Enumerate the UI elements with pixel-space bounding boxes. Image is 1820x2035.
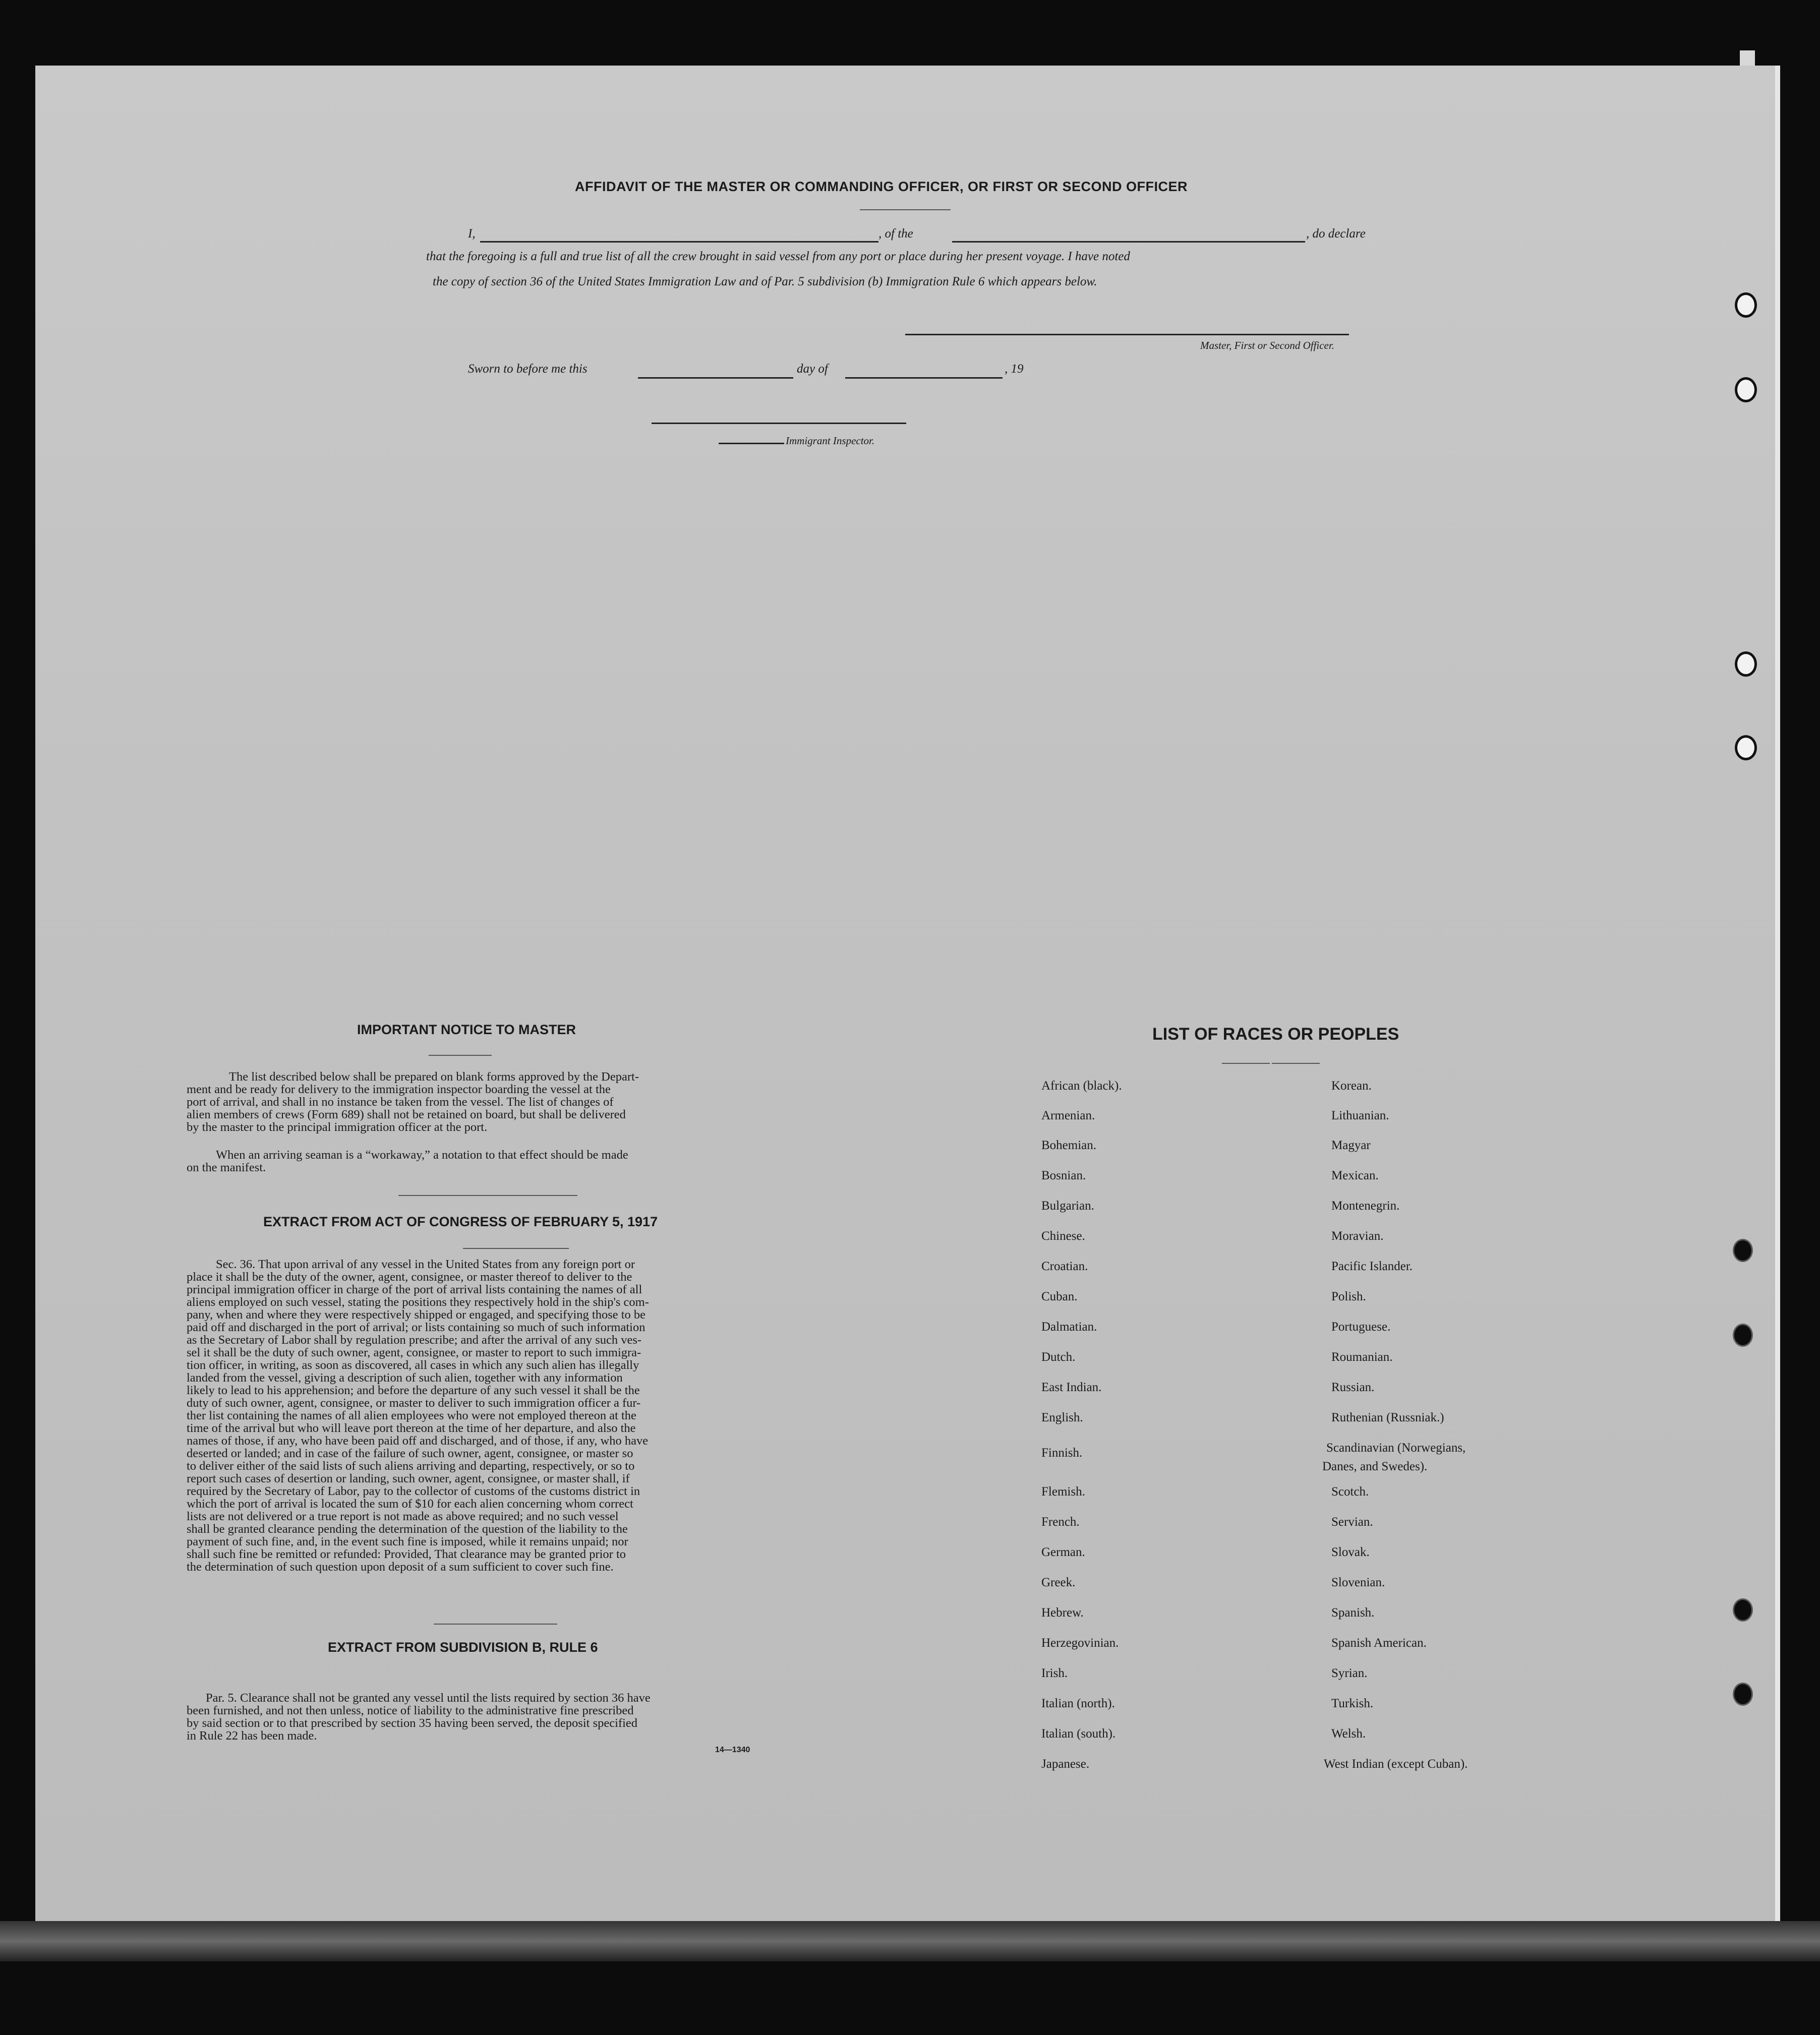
race-item: Roumanian.	[1331, 1350, 1393, 1364]
form-page	[35, 66, 1780, 1921]
rule-6-line: by said section or to that prescribed by section 35 having been served, the deposit specified	[187, 1716, 637, 1730]
race-item: Turkish.	[1331, 1697, 1374, 1710]
race-item: Moravian.	[1331, 1229, 1384, 1243]
rule-6-line: been furnished, and not then unless, notice of liability to the administrative fine prescribed	[187, 1704, 634, 1717]
race-item: Japanese.	[1041, 1757, 1090, 1771]
section-36-text	[187, 1258, 772, 1573]
race-item: Russian.	[1331, 1381, 1375, 1394]
race-item: Hebrew.	[1041, 1606, 1084, 1620]
race-item: East Indian.	[1041, 1381, 1102, 1394]
race-item: Armenian.	[1041, 1109, 1095, 1122]
race-item: Lithuanian.	[1331, 1109, 1389, 1122]
race-item: Polish.	[1331, 1290, 1366, 1303]
bottom-scan-edge	[0, 1921, 1820, 1961]
section-36-line: to deliver either of the said lists of such aliens arriving and departing, respectively, or so to	[187, 1459, 635, 1473]
master-signature-line[interactable]	[905, 334, 1349, 335]
notice-line: The list described below shall be prepared on blank forms approved by the Depart-	[229, 1070, 639, 1084]
sworn-month-blank[interactable]	[845, 377, 1003, 379]
section-36-line: deserted or landed; and in case of the failure of such owner, agent, consignee, or master so	[187, 1447, 633, 1460]
section-36-line: Sec. 36. That upon arrival of any vessel in the United States from any foreign port or	[216, 1258, 635, 1271]
affidavit-of-the: , of the	[878, 227, 913, 241]
section-36-line: names of those, if any, who have been paid off and discharged, and of those, if any, who have	[187, 1434, 649, 1448]
notice-line: port of arrival, and shall in no instance be taken from the vessel. The list of changes of	[187, 1095, 614, 1109]
extract-act-title: EXTRACT FROM ACT OF CONGRESS OF FEBRUARY 5, 1917	[263, 1214, 658, 1229]
punch-hole	[1733, 1239, 1753, 1262]
punch-hole	[1735, 735, 1757, 760]
race-item: Scotch.	[1331, 1485, 1369, 1499]
punch-hole	[1733, 1683, 1753, 1706]
section-36-line: aliens employed on such vessel, stating the positions they respectively hold in the ship's com-	[187, 1295, 649, 1309]
race-item: Portuguese.	[1331, 1320, 1391, 1334]
notice-divider	[429, 1055, 492, 1056]
section-36-line: place it shall be the duty of the owner, agent, consignee, or master thereof to deliver to the	[187, 1270, 632, 1284]
race-item: Mexican.	[1331, 1169, 1379, 1182]
section-36-line: the determination of such question upon deposit of a sum sufficient to cover such fine.	[187, 1560, 614, 1574]
races-divider	[1222, 1063, 1270, 1064]
race-item: Korean.	[1331, 1079, 1372, 1093]
year-prefix: , 19	[1005, 362, 1024, 376]
section-36-line: time of the arrival but who will leave port thereon at the time of her departure, and also the	[187, 1421, 636, 1435]
notice-paragraph	[187, 1070, 772, 1133]
race-item: Cuban.	[1041, 1290, 1078, 1303]
race-item: Spanish American.	[1331, 1636, 1427, 1650]
race-item: Pacific Islander.	[1331, 1260, 1413, 1273]
section-36-line: tion officer, in writing, as soon as discovered, all cases in which any such alien has illegally	[187, 1358, 639, 1372]
race-item: Italian (south).	[1041, 1727, 1116, 1741]
section-36-line: pany, when and where they were respectively shipped or engaged, and specifying those to be	[187, 1308, 646, 1322]
race-item: Italian (north).	[1041, 1697, 1115, 1710]
race-item: Montenegrin.	[1331, 1199, 1400, 1213]
name-blank-line[interactable]	[480, 241, 878, 243]
race-item: Finnish.	[1041, 1446, 1083, 1460]
section-divider	[434, 1624, 557, 1625]
punch-hole	[1733, 1598, 1753, 1622]
extract-rule-title: EXTRACT FROM SUBDIVISION B, RULE 6	[328, 1640, 598, 1655]
race-item: Herzegovinian.	[1041, 1636, 1119, 1650]
race-item: Bosnian.	[1041, 1169, 1086, 1182]
declaration-line-2: that the foregoing is a full and true list of all the crew brought in said vessel from any port or place during her present voyage. I have noted	[426, 250, 1130, 263]
section-36-line: principal immigration officer in charge of the port of arrival lists containing the names of all	[187, 1283, 642, 1296]
affidavit-do-declare: , do declare	[1306, 227, 1366, 241]
race-item: Servian.	[1331, 1515, 1373, 1529]
notice-line: by the master to the principal immigration officer at the port.	[187, 1120, 488, 1134]
races-title: LIST OF RACES OR PEOPLES	[1152, 1025, 1399, 1044]
form-number: 14—1340	[715, 1746, 750, 1754]
race-item: Bulgarian.	[1041, 1199, 1094, 1213]
section-36-line: paid off and discharged in the port of arrival; or lists containing so much of such information	[187, 1321, 645, 1334]
rule-6-line: Par. 5. Clearance shall not be granted any vessel until the lists required by section 36 have	[206, 1691, 651, 1705]
section-36-line: sel it shall be the duty of such owner, agent, consignee, or master to report to such immigra-	[187, 1346, 641, 1359]
affidavit-i-label: I,	[468, 227, 476, 241]
notice-line: alien members of crews (Form 689) shall not be retained on board, but shall be delivered	[187, 1108, 626, 1121]
section-36-line: shall be granted clearance pending the determination of the question of the liability to the	[187, 1522, 628, 1536]
race-item: Spanish.	[1331, 1606, 1375, 1620]
race-item: Magyar	[1331, 1139, 1371, 1152]
title-divider	[860, 209, 951, 210]
notice-line: ment and be ready for delivery to the immigration inspector boarding the vessel at the	[187, 1083, 611, 1096]
race-item: Scandinavian (Norwegians,	[1326, 1441, 1466, 1455]
vessel-blank-line[interactable]	[952, 241, 1305, 243]
punch-hole	[1735, 292, 1757, 318]
race-item-continuation: Danes, and Swedes).	[1322, 1460, 1428, 1473]
race-item: West Indian (except Cuban).	[1324, 1757, 1468, 1771]
race-item: Syrian.	[1331, 1666, 1368, 1680]
section-36-line: as the Secretary of Labor shall by regulation prescribe; and after the arrival of any such ves-	[187, 1333, 642, 1347]
race-item: Chinese.	[1041, 1229, 1085, 1243]
section-36-line: ther list containing the names of all alien employees who were not employed thereon at the	[187, 1409, 636, 1422]
race-item: Greek.	[1041, 1576, 1076, 1589]
race-item: English.	[1041, 1411, 1083, 1424]
race-item: Irish.	[1041, 1666, 1068, 1680]
race-item: Bohemian.	[1041, 1139, 1097, 1152]
section-36-line: landed from the vessel, giving a description of such alien, together with any information	[187, 1371, 623, 1385]
race-item: Slovak.	[1331, 1545, 1370, 1559]
rule-6-line: in Rule 22 has been made.	[187, 1729, 317, 1743]
races-divider	[1272, 1063, 1320, 1064]
master-signature-label: Master, First or Second Officer.	[1200, 339, 1334, 351]
sworn-day-blank[interactable]	[638, 377, 793, 379]
race-item: German.	[1041, 1545, 1085, 1559]
declaration-line-3: the copy of section 36 of the United States Immigration Law and of Par. 5 subdivision (b) Immigration Rule 6 which appears below.	[433, 275, 1097, 288]
section-36-line: shall such fine be remitted or refunded: Provided, That clearance may be granted prior to	[187, 1547, 626, 1561]
workaway-line: on the manifest.	[187, 1161, 266, 1174]
race-item: Flemish.	[1041, 1485, 1085, 1499]
extract-act-divider	[463, 1248, 569, 1249]
workaway-line: When an arriving seaman is a “workaway,” a notation to that effect should be made	[216, 1148, 628, 1162]
inspector-label: Immigrant Inspector.	[786, 435, 875, 447]
race-item: Ruthenian (Russniak.)	[1331, 1411, 1444, 1424]
race-item: Welsh.	[1331, 1727, 1366, 1741]
race-item: African (black).	[1041, 1079, 1122, 1093]
race-item: French.	[1041, 1515, 1080, 1529]
section-36-line: which the port of arrival is located the sum of $10 for each alien concerning whom correct	[187, 1497, 633, 1511]
section-36-line: duty of such owner, agent, consignee, or master to deliver to such immigration officer a fur-	[187, 1396, 641, 1410]
race-item: Dalmatian.	[1041, 1320, 1097, 1334]
section-36-line: payment of such fine, and, in the event such fine is imposed, while it remains unpaid; nor	[187, 1535, 628, 1548]
affidavit-title: AFFIDAVIT OF THE MASTER OR COMMANDING OFFICER, OR FIRST OR SECOND OFFICER	[575, 179, 1188, 194]
inspector-dash	[719, 443, 784, 444]
race-item: Croatian.	[1041, 1260, 1088, 1273]
punch-hole	[1735, 651, 1757, 677]
section-36-line: report such cases of desertion or landing, such owner, agent, consignee, or master shall, if	[187, 1472, 630, 1485]
race-item: Slovenian.	[1331, 1576, 1385, 1589]
race-item: Dutch.	[1041, 1350, 1076, 1364]
section-36-line: likely to lead to his apprehension; and before the departure of any such vessel it shall be the	[187, 1384, 640, 1397]
inspector-signature-line[interactable]	[652, 423, 906, 424]
section-divider	[398, 1195, 577, 1196]
notice-title: IMPORTANT NOTICE TO MASTER	[357, 1022, 576, 1037]
rule-6-text	[187, 1692, 772, 1742]
section-36-line: required by the Secretary of Labor, pay to the collector of customs of the customs district in	[187, 1484, 640, 1498]
workaway-paragraph	[187, 1149, 772, 1174]
day-of-label: day of	[797, 362, 828, 376]
section-36-line: lists are not delivered or a true report is not made as above required; and no such vessel	[187, 1510, 619, 1523]
punch-hole	[1733, 1324, 1753, 1347]
punch-hole	[1735, 377, 1757, 402]
sworn-prefix: Sworn to before me this	[468, 362, 588, 376]
